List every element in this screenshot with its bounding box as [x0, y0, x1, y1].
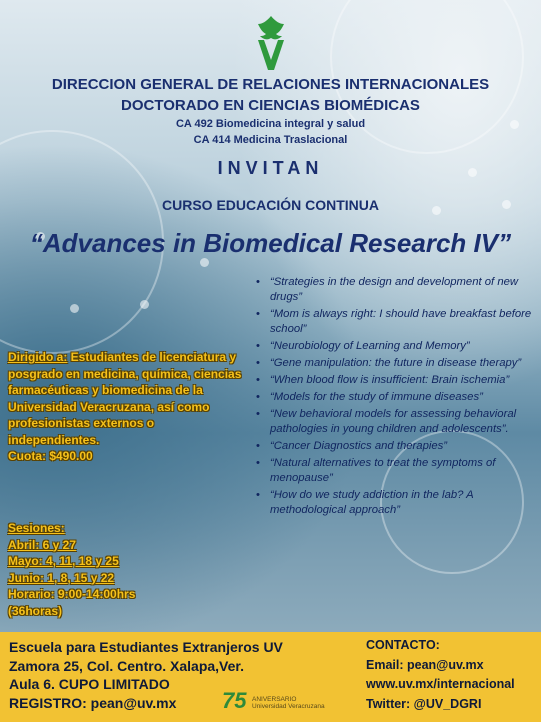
sessions-april: Abril: 6 y 27 — [8, 537, 77, 552]
audience-label: Dirigido a: — [8, 350, 68, 364]
topic-item: • “Natural alternatives to treat the symptoms of menopause” — [254, 456, 534, 486]
anniversary-number: 75 — [222, 688, 247, 713]
topic-item: • “Cancer Diagnostics and therapies” — [254, 439, 534, 454]
school-room: Aula 6. CUPO LIMITADO — [9, 676, 170, 692]
header-line-2: DOCTORADO EN CIENCIAS BIOMÉDICAS — [121, 97, 420, 114]
invitan-heading: INVITAN — [217, 158, 324, 178]
sessions-block — [8, 520, 246, 619]
sessions-hours: (36horas) — [8, 603, 63, 618]
decor-dot — [200, 258, 209, 267]
header-line-3: CA 492 Biomedicina integral y salud — [175, 118, 366, 130]
sessions-june: Junio: 1, 8, 15 y 22 — [8, 570, 115, 585]
topic-item: • “Mom is always right: I should have breakfast before school” — [254, 307, 534, 337]
anniversary-label: ANIVERSARIO — [252, 696, 297, 703]
anniversary-logo — [222, 688, 342, 720]
contact-website[interactable]: www.uv.mx/internacional — [366, 677, 515, 691]
header-line-4: CA 414 Medicina Traslacional — [193, 134, 348, 146]
registration: REGISTRO: pean@uv.mx — [9, 694, 177, 711]
sessions-label: Sesiones: — [8, 521, 65, 535]
course-title: “Advances in Biomedical Research IV” — [29, 228, 512, 258]
fee: Cuota: $490.00 — [8, 449, 93, 463]
topic-item: • “Models for the study of immune diseases” — [254, 390, 534, 405]
topic-item: • “How do we study addiction in the lab? A methodological approach” — [254, 488, 534, 518]
sessions-schedule: Horario: 9:00-14:00hrs — [8, 587, 136, 601]
audience-text: Estudiantes de licenciatura y posgrado en medicina, química, ciencias farmacéuticas y biomedicina de la Universidad Veracruzana, así como profesionistas externos o independientes. — [8, 350, 242, 447]
contact-label: CONTACTO: — [366, 638, 440, 652]
school-address: Zamora 25, Col. Centro. Xalapa,Ver. — [9, 657, 244, 674]
topic-item: • “Strategies in the design and development of new drugs” — [254, 275, 534, 305]
audience-block — [8, 349, 246, 465]
header-line-1: DIRECCION GENERAL DE RELACIONES INTERNACIONALES — [51, 76, 490, 93]
sessions-may: Mayo: 4, 11, 18 y 25 — [8, 554, 119, 568]
contact-info — [366, 636, 541, 714]
topic-item: • “Neurobiology of Learning and Memory” — [254, 339, 534, 354]
topic-item: • “When blood flow is insufficient: Brain ischemia” — [254, 373, 534, 388]
uv-logo-icon — [248, 14, 294, 74]
footer-bar — [0, 632, 541, 722]
anniversary-university: Universidad Veracruzana — [252, 703, 325, 710]
contact-twitter[interactable]: Twitter: @UV_DGRI — [366, 696, 482, 711]
topic-item: • “New behavioral models for assessing behavioral pathologies in young children and adolescents”. — [254, 407, 534, 437]
school-name: Escuela para Estudiantes Extranjeros UV — [9, 639, 283, 655]
decor-dot — [70, 304, 79, 313]
decor-dot — [140, 300, 149, 309]
contact-email[interactable]: Email: pean@uv.mx — [366, 657, 484, 672]
topic-list — [254, 275, 534, 520]
anniversary-text — [252, 696, 325, 710]
course-type: CURSO EDUCACIÓN CONTINUA — [162, 197, 379, 213]
topic-item: • “Gene manipulation: the future in disease therapy” — [254, 356, 534, 371]
